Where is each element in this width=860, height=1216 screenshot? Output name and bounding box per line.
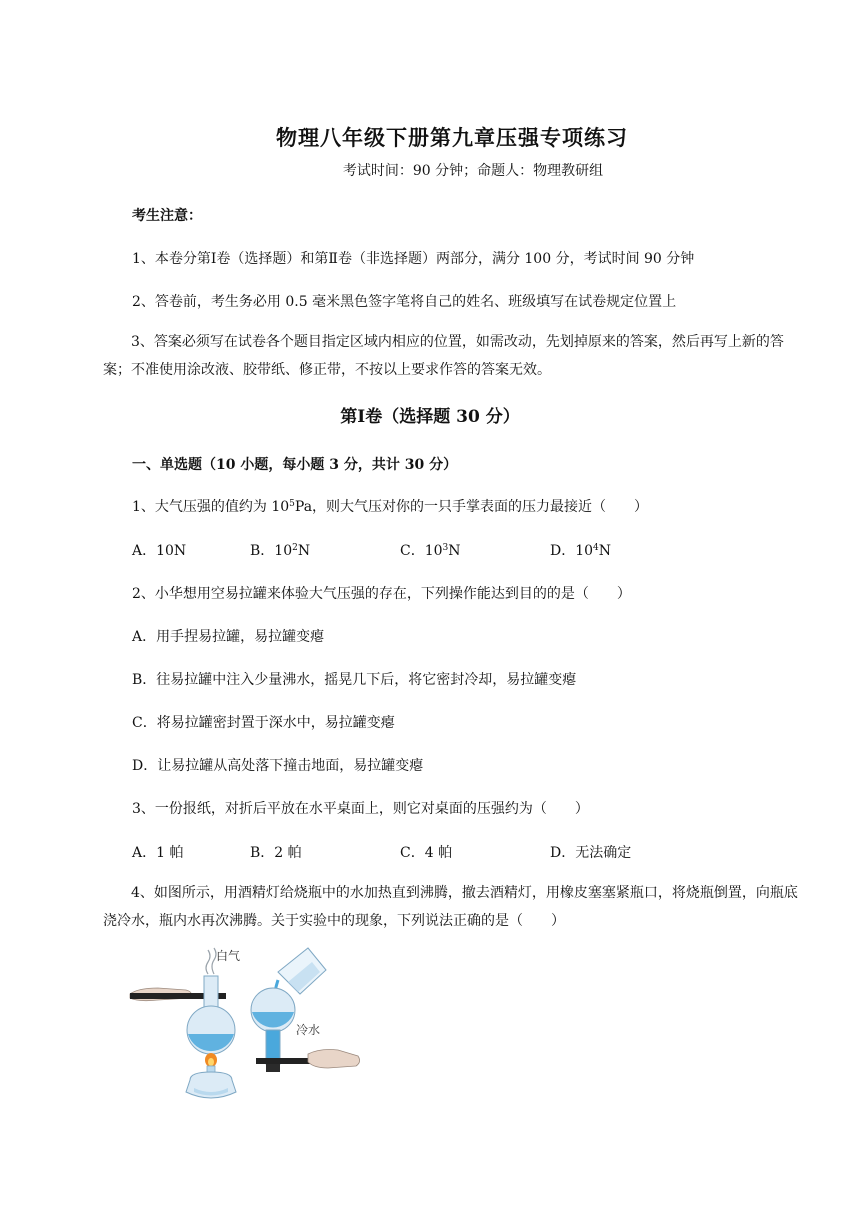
question-3-option-d: D．无法确定 <box>550 845 632 861</box>
steam-label: 白气 <box>216 949 241 963</box>
notice-heading: 考生注意： <box>132 208 202 224</box>
boiling-flask-figure <box>128 942 363 1107</box>
question-1-option-a: A．10N <box>132 543 187 559</box>
question-1-option-d: D．$10^4N$ <box>550 543 612 559</box>
notice-item-1: 1、本卷分第Ⅰ卷（选择题）和第Ⅱ卷（非选择题）两部分，满分 100 分，考试时间 90 分钟 <box>132 251 695 267</box>
question-2-option-c: C．将易拉罐密封置于深水中，易拉罐变瘪 <box>132 715 395 731</box>
question-1-stem: 1、大气压强的值约为 $10^5Pa$，则大气压对你的一只手掌表面的压力最接近（ ） <box>132 499 649 515</box>
notice-item-3: 3、答案必须写在试卷各个题目指定区域内相应的位置，如需改动，先划掉原来的答案，然后再写上新的答案；不准使用涂改液、胶带纸、修正带，不按以上要求作答的答案无效。 <box>103 334 784 378</box>
notice-item-2: 2、答卷前，考生务必用 0.5 毫米黑色签字笔将自己的姓名、班级填写在试卷规定位置上 <box>132 294 677 310</box>
question-3-option-b: B．2 帕 <box>250 845 302 861</box>
page-title: 物理八年级下册第九章压强专项练习 <box>276 125 628 150</box>
section-title: 第Ⅰ卷（选择题 30 分） <box>340 407 520 427</box>
question-3-option-c: C．4 帕 <box>400 845 453 861</box>
inverted-flask-setup <box>251 948 360 1072</box>
question-2-option-a: A．用手捏易拉罐，易拉罐变瘪 <box>132 629 325 645</box>
cold-water-label: 冷水 <box>296 1023 321 1037</box>
question-1-option-b: B．$10^2N$ <box>250 543 311 559</box>
part-title: 一、单选题（10 小题，每小题 3 分，共计 30 分） <box>132 457 458 473</box>
question-3-stem: 3、一份报纸，对折后平放在水平桌面上，则它对桌面的压强约为（ ） <box>132 801 589 817</box>
question-3-option-a: A．1 帕 <box>132 845 184 861</box>
page-subtitle: 考试时间：90 分钟；命题人：物理教研组 <box>342 163 604 179</box>
question-2-option-b: B．往易拉罐中注入少量沸水，摇晃几下后，将它密封冷却，易拉罐变瘪 <box>132 672 577 688</box>
question-1-option-c: C．$10^3N$ <box>400 543 461 559</box>
question-2-option-d: D．让易拉罐从高处落下撞击地面，易拉罐变瘪 <box>132 758 424 774</box>
question-2-stem: 2、小华想用空易拉罐来体验大气压强的存在，下列操作能达到目的的是（ ） <box>132 586 631 602</box>
heated-flask-setup <box>130 948 240 1098</box>
question-4-stem: 4、如图所示，用酒精灯给烧瓶中的水加热直到沸腾，撤去酒精灯，用橡皮塞塞紧瓶口，将烧瓶倒置，向瓶底浇冷水，瓶内水再次沸腾。关于实验中的现象，下列说法正确的是（ ） <box>103 885 798 929</box>
